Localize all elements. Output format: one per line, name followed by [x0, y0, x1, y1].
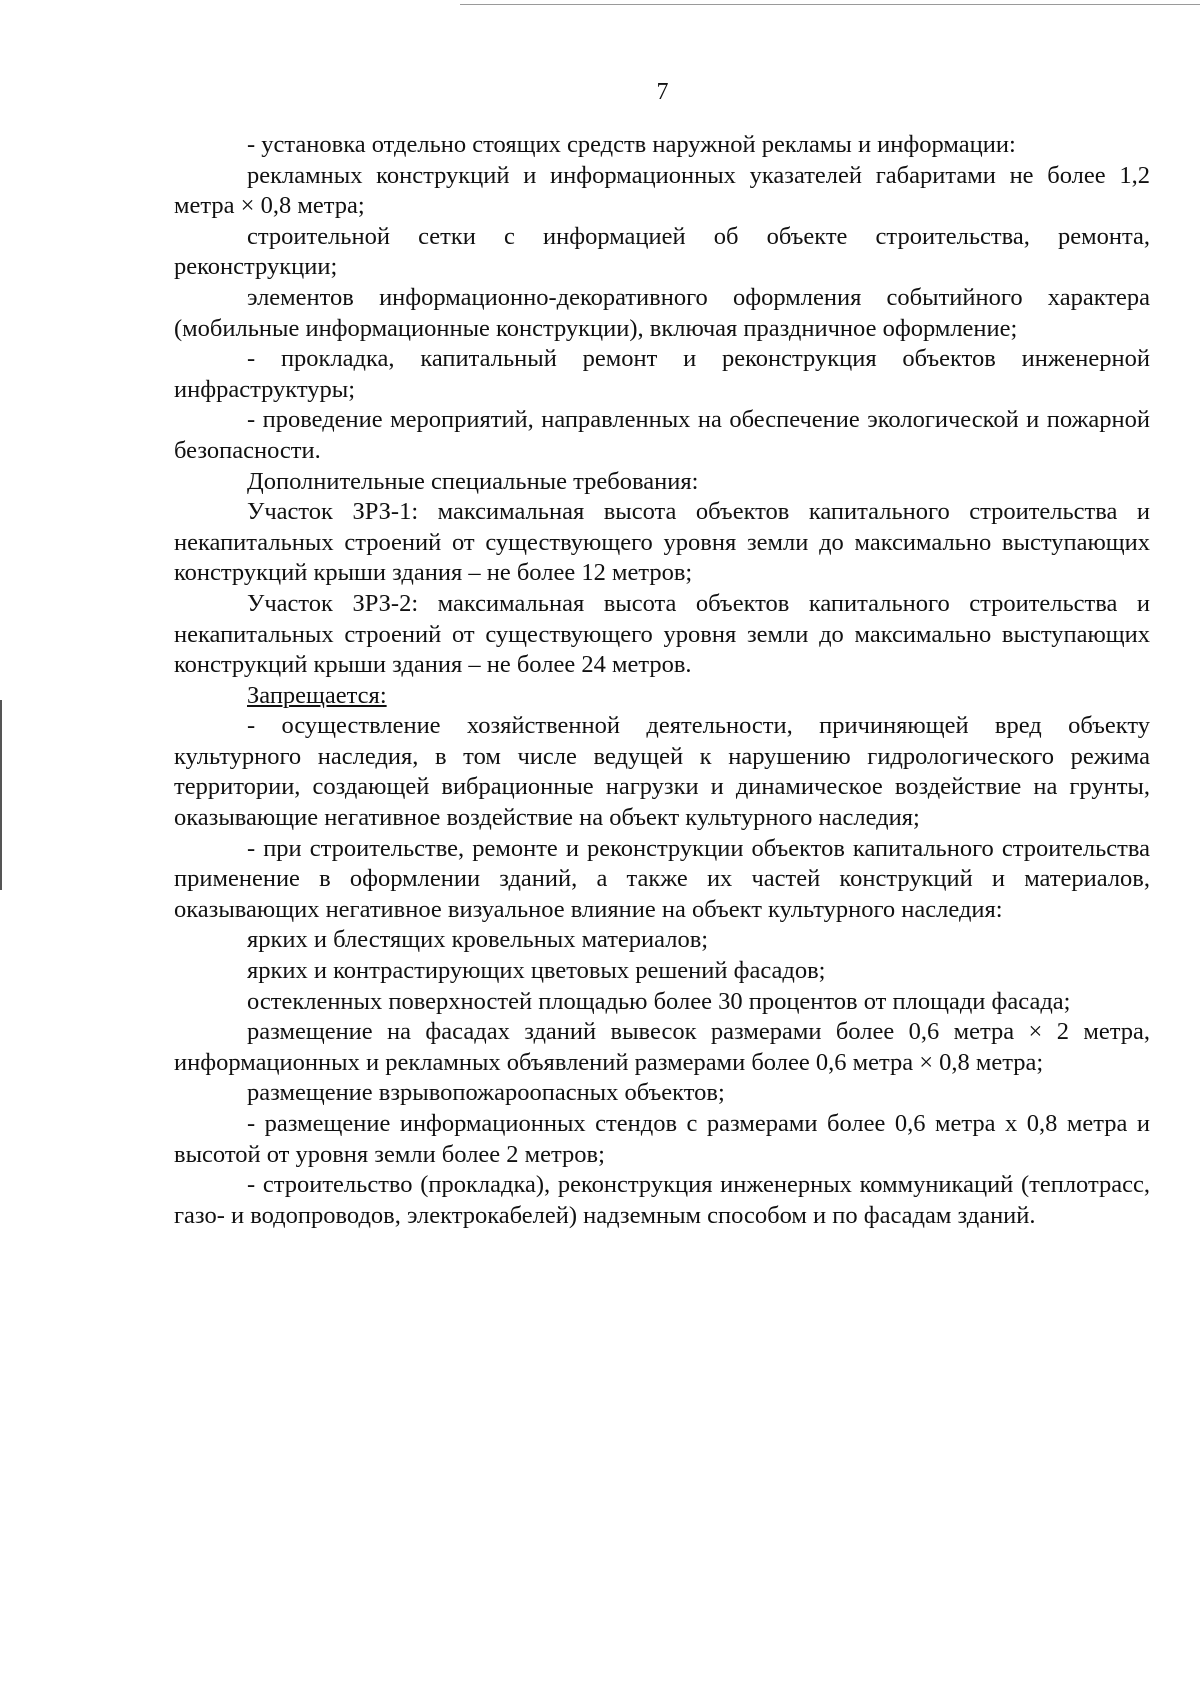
left-scan-mark	[0, 700, 2, 890]
document-body	[174, 130, 1150, 1231]
paragraph-zrz-2: Участок ЗРЗ-2: максимальная высота объектов капитального строительства и некапитальных строений от существующего уровня земли до максимально выступающих конструкций крыши здания – не более 24 метров.	[174, 589, 1150, 679]
paragraph-decorative-elements: элементов информационно-декоративного оформления событийного характера (мобильные информационные конструкции), включая праздничное оформление;	[174, 283, 1150, 342]
paragraph-economic-activity: - осуществление хозяйственной деятельности, причиняющей вред объекту культурного наследия, в том числе ведущей к нарушению гидрологического режима территории, создающей вибрационные нагрузки и динамическое воздействие на грунты, оказывающие негативное воздействие на объект культурного наследия;	[174, 712, 1150, 832]
paragraph-glazed-surfaces: остекленных поверхностей площадью более 30 процентов от площади фасада;	[247, 987, 1071, 1015]
paragraph-zrz-1: Участок ЗРЗ-1: максимальная высота объектов капитального строительства и некапитальных строений от существующего уровня земли до максимально выступающих конструкций крыши здания – не более 12 метров;	[174, 498, 1150, 587]
paragraph-outdoor-advertising: - установка отдельно стоящих средств наружной рекламы и информации:	[247, 131, 1016, 158]
paragraph-safety-measures: - проведение мероприятий, направленных на обеспечение экологической и пожарной безопасности.	[174, 406, 1150, 464]
paragraph-prohibited-heading	[174, 681, 1150, 712]
top-edge-line	[460, 4, 1200, 5]
paragraph-facade-colors: ярких и контрастирующих цветовых решений фасадов;	[247, 957, 826, 985]
paragraph-roofing-materials: ярких и блестящих кровельных материалов;	[247, 926, 709, 954]
paragraph-utility-lines: - строительство (прокладка), реконструкция инженерных коммуникаций (теплотрасс, газо- и водопроводов, электрокабелей) надземным способом и по фасадам зданий.	[174, 1171, 1150, 1229]
paragraph-advertising-structures: рекламных конструкций и информационных указателей габаритами не более 1,2 метра × 0,8 метра;	[174, 161, 1150, 220]
paragraph-hazardous-objects: размещение взрывопожароопасных объектов;	[247, 1079, 725, 1107]
paragraph-building-materials: - при строительстве, ремонте и реконструкции объектов капитального строительства применение в оформлении зданий, а также их частей конструкций и материалов, оказывающих негативное визуальное влияние на объект культурного наследия:	[174, 834, 1150, 923]
paragraph-info-stands: - размещение информационных стендов с размерами более 0,6 метра х 0,8 метра и высотой от уровня земли более 2 метров;	[174, 1110, 1150, 1168]
paragraph-construction-mesh: строительной сетки с информацией об объекте строительства, ремонта, реконструкции;	[174, 222, 1150, 281]
prohibited-heading-text: Запрещается:	[247, 681, 387, 709]
paragraph-signboards: размещение на фасадах зданий вывесок размерами более 0,6 метра × 2 метра, информационных и рекламных объявлений размерами более 0,6 метра × 0,8 метра;	[174, 1018, 1150, 1076]
paragraph-infrastructure: - прокладка, капитальный ремонт и реконструкция объектов инженерной инфраструктуры;	[174, 345, 1150, 403]
paragraph-additional-requirements: Дополнительные специальные требования:	[247, 467, 699, 495]
page-number: 7	[656, 79, 669, 105]
